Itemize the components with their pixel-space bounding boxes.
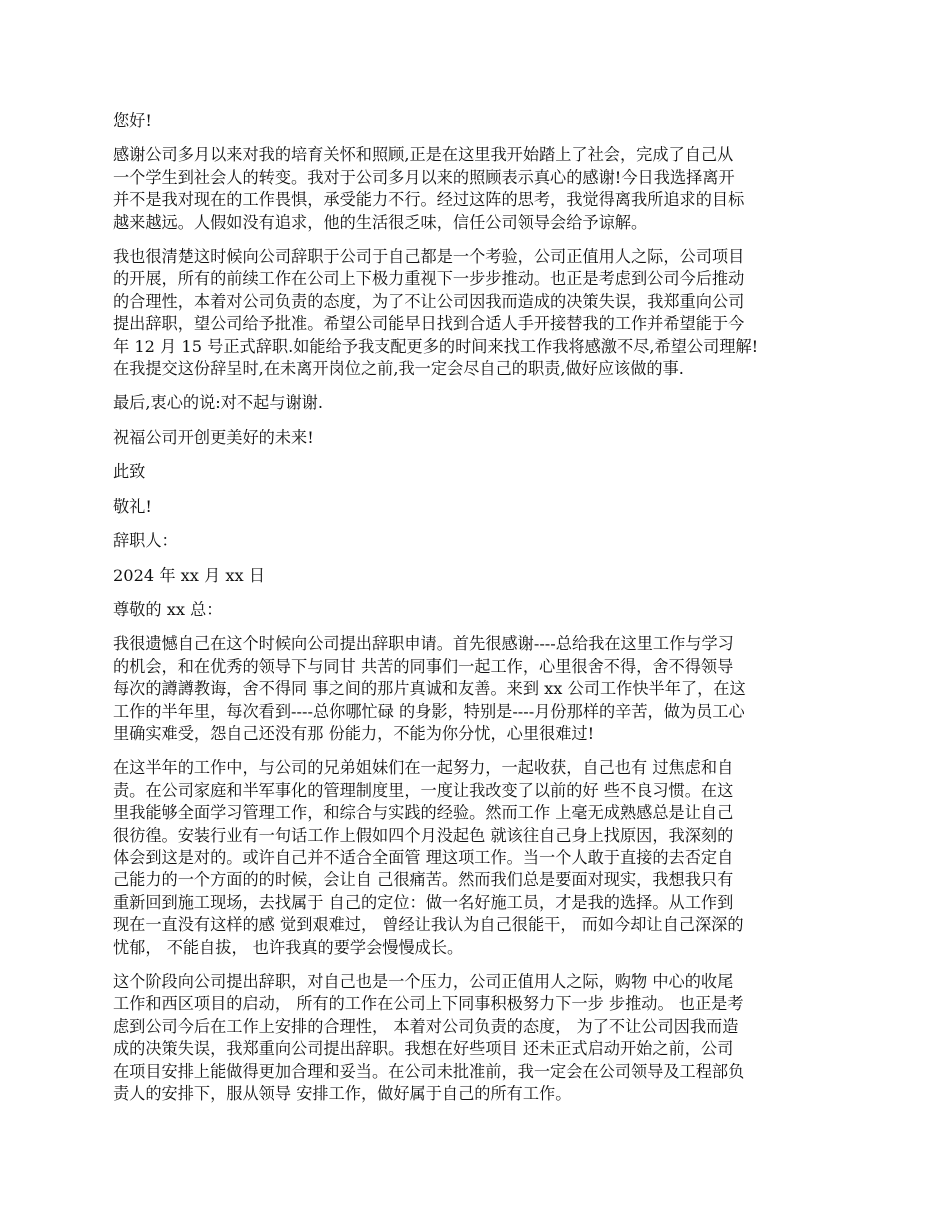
text-line: 体会到这是对的。或许自己并不适合全面管 理这项工作。当一个人敢于直接的去否定自	[113, 847, 734, 867]
text-line: 工作和西区项目的启动， 所有的工作在公司上下同事积极努力下一步 步推动。 也正是考	[113, 994, 744, 1014]
document-page	[113, 110, 841, 1117]
text-line: 虑到公司今后在工作上安排的合理性， 本着对公司负责的态度， 为了不让公司因我而造	[113, 1016, 739, 1036]
paragraph-pressure	[113, 971, 841, 1105]
text-line: 责人的安排下，服从领导 安排工作，做好属于自己的所有工作。	[113, 1084, 572, 1104]
text-line: 重新回到施工现场，去找属于 自己的定位：做一名好施工员，才是我的选择。从工作到	[113, 892, 734, 912]
greeting: 您好!	[113, 111, 152, 130]
text-line: 越来越远。人假如没有追求，他的生活很乏味，信任公司领导会给予谅解。	[113, 212, 648, 232]
paragraph-resignation	[113, 246, 841, 380]
signer-label: 辞职人：	[113, 531, 178, 551]
text-line: 提出辞职，望公司给予批准。希望公司能早日找到合适人手开接替我的工作并希望能于今	[113, 314, 745, 334]
paragraph-wishes: 祝福公司开创更美好的未来!	[113, 427, 314, 447]
closing-respect: 敬礼!	[113, 496, 152, 516]
text-line: 我很遗憾自己在这个时候向公司提出辞职申请。首先很感谢----总给我在这里工作与学习	[113, 634, 734, 654]
paragraph-gratitude	[113, 144, 841, 234]
text-line: 每次的譐譐教诲，舍不得同 事之间的那片真诚和友善。来到 xx 公司工作快半年了，在这	[113, 679, 746, 699]
text-line: 里确实难受，怨自己还没有那 份能力，不能为你分忧，心里很难过!	[113, 723, 595, 743]
closing-salutation: 此致	[113, 462, 146, 482]
text-line: 很彷徨。安装行业有一句话工作上假如四个月没起色 就该往自己身上找原因，我深刻的	[113, 825, 734, 845]
text-line: 现在一直没有这样的感 觉到艰难过， 曾经让我认为自己很能干， 而如今却让自己深深的	[113, 915, 744, 935]
text-line: 并不是我对现在的工作畏惧，承受能力不行。经过这阵的思考，我觉得离我所追求的目标	[113, 190, 745, 210]
text-line: 的开展，所有的前续工作在公司上下极力重视下一步步推动。也正是考虑到公司今后推动	[113, 269, 745, 289]
text-line: 里我能够全面学习管理工作，和综合与实践的经验。然而工作 上毫无成熟感总是让自己	[113, 803, 734, 823]
text-line: 这个阶段向公司提出辞职，对自己也是一个压力，公司正值用人之际，购物 中心的收尾	[113, 972, 734, 991]
text-line: 一个学生到社会人的转变。我对于公司多月以来的照顾表示真心的感谢!今日我选择离开	[113, 167, 735, 187]
paragraph-half-year	[113, 757, 841, 959]
paragraph-regret	[113, 633, 841, 745]
text-line: 感谢公司多月以来对我的培育关怀和照顾,正是在这里我开始踏上了社会，完成了自己从	[113, 145, 734, 165]
text-line: 年 12 月 15 号正式辞职.如能给予我支配更多的时间来找工作我将感激不尽,希望公司理解!	[113, 336, 759, 356]
text-line: 忧郁， 不能自拔， 也许我真的要学会慢慢成长。	[113, 937, 464, 957]
text-line: 在我提交这份辞呈时,在未离开岗位之前,我一定会尽自己的职责,做好应该做的事.	[113, 359, 684, 379]
text-line: 责。在公司家庭和半军事化的管理制度里，一度让我改变了以前的好 些不良习惯。在这	[113, 780, 734, 800]
text-line: 在这半年的工作中，与公司的兄弟姐妹们在一起努力，一起收获，自己也有 过焦虑和自	[113, 758, 734, 778]
text-line: 我也很清楚这时候向公司辞职于公司于自己都是一个考验，公司正值用人之际，公司项目	[113, 247, 745, 267]
text-line: 己能力的一个方面的的时候，会让自 己很痛苦。然而我们总是要面对现实，我想我只有	[113, 870, 734, 890]
greeting-second-letter: 尊敬的 xx 总：	[113, 599, 223, 619]
text-line: 工作的半年里，每次看到----总你哪忙碌 的身影，特别是----月份那样的辛苦，做为员工心	[113, 701, 745, 721]
text-line: 的合理性，本着对公司负责的态度，为了不让公司因我而造成的决策失误，我郑重向公司	[113, 291, 745, 311]
text-line: 的机会，和在优秀的领导下与同甘 共苦的同事们一起工作，心里很舍不得，舍不得领导	[113, 656, 734, 676]
text-line: 在项目安排上能做得更加合理和妥当。在公司未批准前，我一定会在公司领导及工程部负	[113, 1061, 745, 1081]
paragraph-thanks: 最后,衷心的说:对不起与谢谢.	[113, 393, 323, 413]
text-line: 成的决策失误，我郑重向公司提出辞职。我想在好些项目 还未正式启动开始之前，公司	[113, 1039, 734, 1059]
letter-date: 2024 年 xx 月 xx 日	[113, 565, 266, 585]
